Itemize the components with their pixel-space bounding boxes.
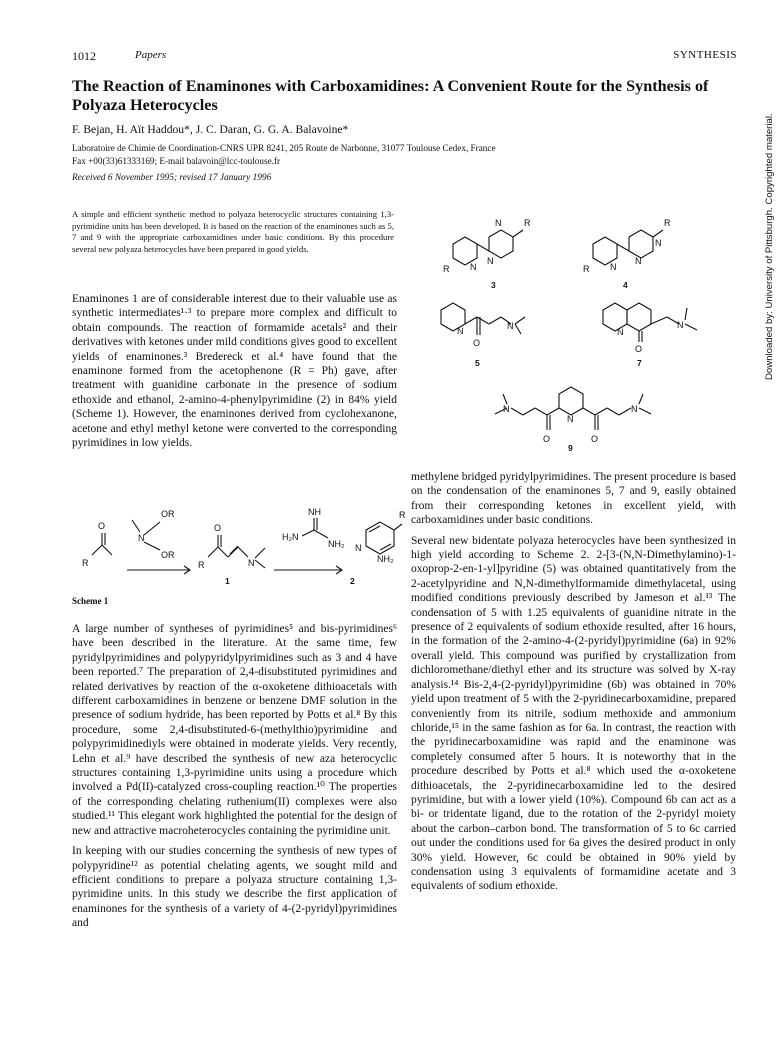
received-dates: Received 6 November 1995; revised 17 January 1996 — [72, 173, 272, 183]
paragraph: Enaminones 1 are of considerable interest due to their valuable use as synthetic intermediates¹·³ to prepare more complex and difficult to obtain compounds. The reaction of formamide acetals² and their derivatives with ketones under mild conditions gives good to excellent yields of enaminones.³ Bredereck et al.⁴ have found that the enaminone formed from the acetophenone (R = Ph) gave, after treatment with guanidine carbonate in the presence of sodium ethoxide and ethanol, 2-amino-4-phenylpyrimidine (2) in 84% yield (Scheme 1). However, the enaminones derived from cyclohexanone, acetone and ethyl methyl ketone were converted to the corresponding pyrimidines in low yields. — [72, 293, 397, 450]
compound-9-label: 9 — [568, 443, 573, 453]
left-column-intro — [72, 292, 397, 456]
compound-4-r-top: R — [664, 218, 671, 228]
scheme-1-graphic — [72, 500, 406, 592]
compound-3-n2: N — [470, 262, 477, 272]
compound-2-label: 2 — [350, 576, 355, 586]
compound-3-n1: N — [495, 218, 502, 228]
section-label: Papers — [135, 49, 167, 61]
enaminone-r: R — [198, 560, 205, 570]
compound-3-r-top: R — [524, 218, 531, 228]
compound-4-r-bottom: R — [583, 264, 590, 274]
compound-5-label: 5 — [475, 358, 480, 368]
compound-4-n2: N — [610, 262, 617, 272]
compound-4-n1: N — [655, 238, 662, 248]
affiliation-address: Laboratoire de Chimie de Coordination-CNRS UPR 8241, 205 Route de Narbonne, 31077 Toulouse Cedex, France — [72, 143, 496, 153]
scheme-1-caption: Scheme 1 — [72, 596, 109, 606]
compound-7-label: 7 — [637, 358, 642, 368]
compound-3-n3: N — [487, 256, 494, 266]
compound-9-n-ring: N — [567, 414, 574, 424]
amidine-h2n: H₂N — [282, 532, 299, 542]
compound-3-label: 3 — [491, 280, 496, 290]
enaminone-oxygen: O — [214, 523, 222, 533]
paragraph: methylene bridged pyridylpyrimidines. The present procedure is based on the condensation of the enaminones 5, 7 and 9, easily obtained from their corresponding ketones in excellent yield, with carboxamidines under basic conditions. — [411, 471, 736, 527]
reagent-n: N — [138, 533, 145, 543]
compound-9-oxygen-left: O — [543, 434, 551, 444]
compound-7-n-ring: N — [617, 327, 624, 337]
affiliation-contact: Fax +00(33)61333169; E-mail balavoin@lcc-toulouse.fr — [72, 156, 281, 167]
compound-1-label: 1 — [225, 576, 230, 586]
compound-4-n3: N — [635, 256, 642, 266]
compound-9-n-right: N — [631, 404, 638, 414]
amidine-nh2: NH₂ — [328, 539, 345, 549]
ketone-oxygen: O — [98, 521, 106, 531]
abstract: A simple and efficient synthetic method to polyaza heterocyclic structures containing 1,3-pyrimidine units has been developed. It is based on the reaction of the enaminones such as 5, 7 and 9 with the appropriate carboxamidines under basic conditions. By this procedure several new polyaza heterocycles have been prepared in good yields. — [72, 209, 394, 254]
pyrimidine-nh2: NH₂ — [377, 554, 394, 564]
article-title: The Reaction of Enaminones with Carboxamidines: A Convenient Route for the Synthesis of Polyaza Heterocycles — [72, 77, 709, 114]
compound-4-label: 4 — [623, 280, 628, 290]
paragraph: In keeping with our studies concerning the synthesis of new types of polypyridine¹² as potential chelating agents, we sought mild and efficient conditions to prepare a polyaza structure containing 1,3-pyrimidine units. In this study we describe the first application of enaminones for the synthesis of a variety of 4-(2-pyridyl)pyrimidines and — [72, 845, 397, 930]
paragraph: Several new bidentate polyaza heterocycles have been synthesized in high yield according to Scheme 2. 2-[3-(N,N-Dimethylamino)-1-oxoprop-2-en-1-yl]pyridine (5) was obtained quantitatively from the 2-acetylpyridine and N,N-dimethylformamide dimethylacetal, using modified conditions previously described by Jameson et al.¹³ The condensation of 5 with 1.25 equivalents of guanidine nitrate in the presence of 2 equivalents of sodium ethoxide resulted, after 16 hours, in the formation of the 2-amino-4-(2-pyridyl)pyrimidine (6a) in 92% overall yield. This compound was purified by crystallization from dichloromethane/diethyl ether and its structure was solved by X-ray analysis.¹⁴ Bis-2,4-(2-pyridyl)pyrimidine (6b) was obtained in 70% yield upon treatment of 5 with the 2-pyridinecarboxamidine, prepared conveniently from its nitrile, sodium methoxide and ammonium chloride,¹⁵ in the same fashion as for 6a. In contrast, the reaction with the pyridinecarboxamidine was rapid and the enaminone was completely consumed after 5 hours. It is noteworthy that in the procedure described by Potts et al.⁸ which used the α-oxoketene dithioacetals, the 2-pyridinecarboxamidine led to the desired pyrimidine, but with a lower yield (10%). Compound 6b can act as a bi- or tridentate ligand, due to the rotation of the 2-pyridyl moiety about the carbon–carbon bond. The transformation of 5 to 6c carried out under the conditions used for 6a gives the desired product in only 30% yield. However, 6c could be obtained in 90% yield by condensation using 3 equivalents of formamidine acetate and 3 equivalents of sodium ethoxide. — [411, 534, 736, 893]
pyrimidine-r: R — [399, 510, 406, 520]
compound-3-r-bottom: R — [443, 264, 450, 274]
paragraph: A large number of syntheses of pyrimidines⁵ and bis-pyrimidines⁶ have been described in the literature. At the same time, few pyridylpyrimidines and polypyridylpyrimidines such as 3 and 4 have been reported.⁷ The preparation of 2,4-disubstituted pyrimidines and related derivatives by reaction of the α-oxoketene dithioacetals with different carboxamidines in benzene or benzene DMF solution in the presence of sodium hydride, has been reported by Potts et al.⁸ By this procedure, some 2,4-disubstituted-6-(methylthio)pyrimidine and polypyrimidinediyls were obtained in moderate yields. Very recently, Lehn et al.⁹ have described the synthesis of new aza heterocyclic structures containing 1,3-pyrimidine units using a procedure which involved a Pd(II)-catalyzed cross-coupling reaction.¹⁰ The properties of the corresponding chelating ruthenium(II) complexes were also studied.¹¹ This elegant work highlighted the potential for the design of new and attractive macroheterocycles containing the pyrimidine unit. — [72, 623, 397, 837]
compound-7-n-amine: N — [677, 320, 684, 330]
right-column-body — [411, 470, 736, 900]
compound-7-oxygen: O — [635, 344, 643, 354]
page-number: 1012 — [72, 49, 96, 63]
compound-5-n-ring: N — [457, 326, 464, 336]
structures-graphic — [411, 200, 736, 455]
download-notice: Downloaded by: University of Pittsburgh. Copyrighted material. — [764, 113, 775, 380]
compound-5-n-amine: N — [507, 321, 514, 331]
journal-name: SYNTHESIS — [673, 49, 737, 61]
amidine-nh: NH — [308, 507, 321, 517]
compound-9-oxygen-right: O — [591, 434, 599, 444]
left-column-body — [72, 622, 397, 937]
compound-9-n-left: N — [503, 404, 510, 414]
pyrimidine-n1: N — [355, 543, 362, 553]
enaminone-n: N — [248, 558, 255, 568]
compound-5-oxygen: O — [473, 338, 481, 348]
author-list: F. Bejan, H. Aït Haddou*, J. C. Daran, G. G. A. Balavoine* — [72, 123, 349, 136]
reagent-or-bottom: OR — [161, 550, 175, 560]
affiliation — [72, 142, 752, 168]
reagent-or-top: OR — [161, 509, 175, 519]
ketone-r: R — [82, 558, 89, 568]
